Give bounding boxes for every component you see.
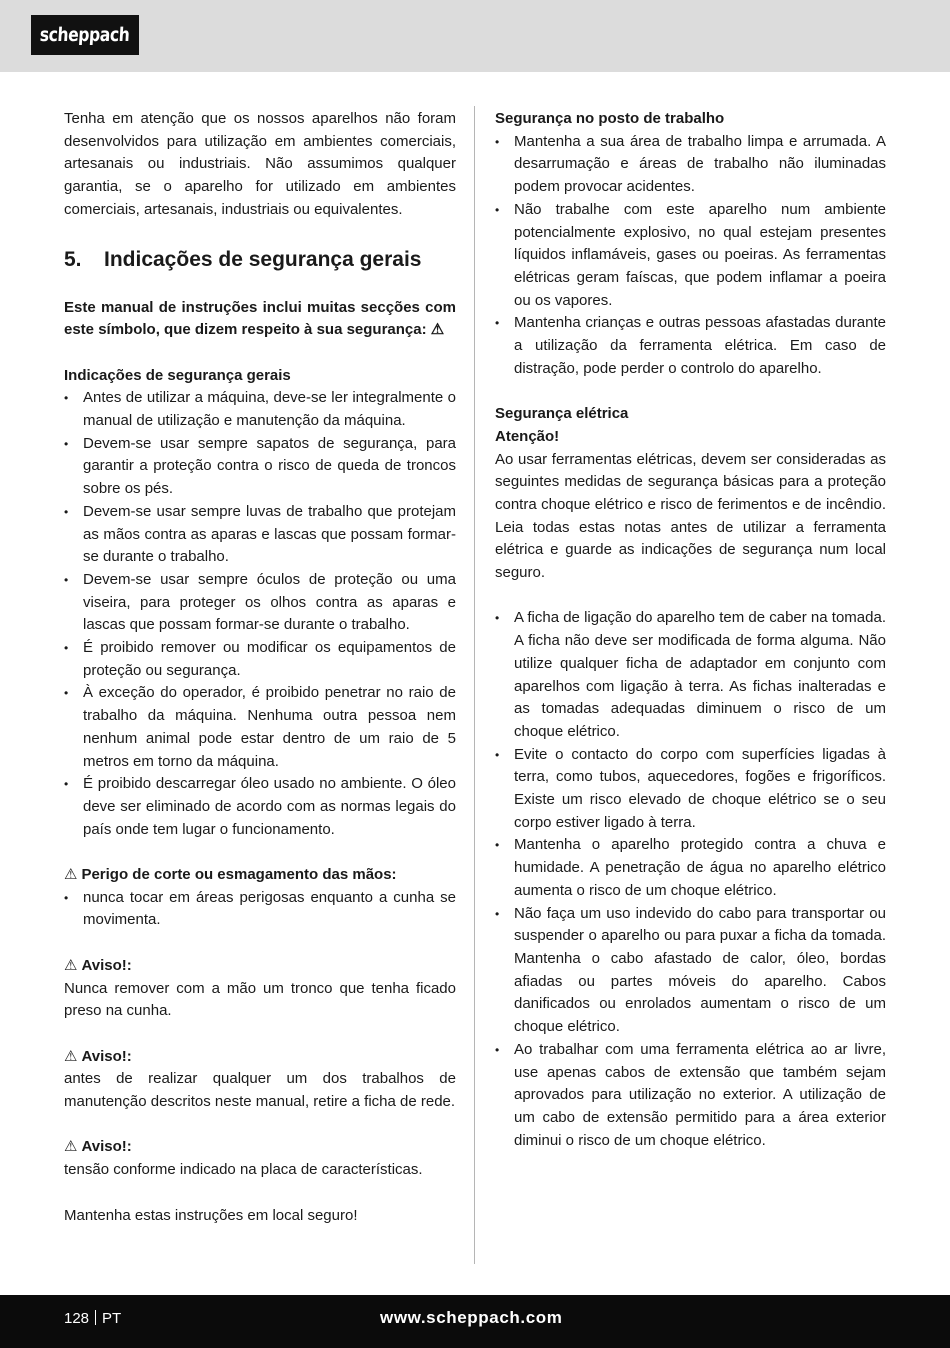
warning-icon: ⚠ bbox=[64, 1047, 78, 1065]
list-item: • É proibido descarregar óleo usado no ambiente. O óleo deve ser eliminado de acordo com as normas legais do país onde tem lugar o funcionamento. bbox=[64, 773, 456, 841]
list-item: • Devem-se usar sempre sapatos de segurança, para garantir a proteção contra o risco de queda de troncos sobre os pés. bbox=[64, 433, 456, 501]
list-item: • Não trabalhe com este aparelho num ambiente potencialmente explosivo, no qual estejam presentes líquidos inflamáveis, gases ou poeiras. As ferramentas elétricas geram faíscas, que podem inflamar a poeira ou os vapores. bbox=[495, 199, 886, 313]
manual-note: Este manual de instruções inclui muitas secções com este símbolo, que dizem respeito à sua segurança: ⚠ bbox=[64, 298, 456, 339]
website-url: www.scheppach.com bbox=[380, 1308, 563, 1327]
list-item: • É proibido remover ou modificar os equipamentos de proteção ou segurança. bbox=[64, 637, 456, 682]
list-item: • Devem-se usar sempre óculos de proteção ou uma viseira, para proteger os olhos contra as aparas e lascas que possam formar-se durante o trabalho. bbox=[64, 569, 456, 637]
danger-heading: ⚠ Perigo de corte ou esmagamento das mãos: bbox=[64, 866, 397, 884]
list-item: • Evite o contacto do corpo com superfícies ligadas à terra, como tubos, aquecedores, fogões e frigoríficos. Existe um risco elevado de choque elétrico se o seu corpo estiver ligado à terra. bbox=[495, 744, 886, 835]
list-item: • Antes de utilizar a máquina, deve-se ler integralmente o manual de utilização e manutenção da máquina. bbox=[64, 387, 456, 432]
list-item: • A ficha de ligação do aparelho tem de caber na tomada. A ficha não deve ser modificada de forma alguma. Não utilize qualquer ficha de adaptador em conjunto com aparelhos com ligação à terra. As fichas inalteradas e as tomadas adequadas diminuem o risco de um choque elétrico. bbox=[495, 607, 886, 743]
list-item: • Mantenha crianças e outras pessoas afastadas durante a utilização da ferramenta elétrica. Em caso de distração, pode perder o controlo do aparelho. bbox=[495, 312, 886, 380]
scheppach-logo: scheppach bbox=[31, 15, 139, 55]
danger-list bbox=[64, 887, 456, 932]
notice-heading: ⚠ Aviso!: bbox=[64, 1138, 132, 1156]
page-footer bbox=[0, 1295, 950, 1348]
list-item: • Devem-se usar sempre luvas de trabalho que protejam as mãos contra as aparas e lascas que possam formar-se durante o trabalho. bbox=[64, 501, 456, 569]
page-number: 128 bbox=[64, 1310, 90, 1327]
list-item: • Ao trabalhar com uma ferramenta elétrica ao ar livre, use apenas cabos de extensão que também sejam aprovados para utilização no exterior. A utilização de um cabo de extensão permitido para a área exterior diminui o risco de um choque elétrico. bbox=[495, 1039, 886, 1153]
warning-icon: ⚠ bbox=[64, 956, 78, 974]
intro-paragraph: Tenha em atenção que os nossos aparelhos não foram desenvolvidos para utilização em ambientes comerciais, artesanais ou industriais. Não assumimos qualquer garantia, se o aparelho for utilizado em ambientes comerciais, artesanais, industriais ou equivalentes. bbox=[64, 110, 456, 218]
workplace-heading: Segurança no posto de trabalho bbox=[495, 110, 725, 127]
page-number-label bbox=[64, 1310, 121, 1327]
notice-text: tensão conforme indicado na placa de características. bbox=[64, 1161, 423, 1179]
list-item: • nunca tocar em áreas perigosas enquanto a cunha se movimenta. bbox=[64, 887, 456, 932]
language-code: PT bbox=[102, 1310, 122, 1327]
general-list bbox=[64, 387, 456, 841]
notice-text: Nunca remover com a mão um tronco que tenha ficado preso na cunha. bbox=[64, 979, 456, 1020]
notice-heading: ⚠ Aviso!: bbox=[64, 1047, 132, 1065]
electrical-intro: Ao usar ferramentas elétricas, devem ser consideradas as seguintes medidas de segurança básicas para a proteção contra choque elétrico e risco de ferimentos e de incêndio. Leia todas estas notas antes de utilizar a ferramenta elétrica e guarde as indicações de segurança num local seguro. bbox=[495, 450, 886, 582]
section-title: Indicações de segurança gerais bbox=[104, 247, 422, 271]
section-heading bbox=[64, 247, 456, 273]
list-item: • Não faça um uso indevido do cabo para transportar ou suspender o aparelho ou para puxar a ficha da tomada. Mantenha o cabo afastado de calor, óleo, bordas afiadas ou partes móveis do aparelho. Cabos danificados ou enrolados aumentam o risco de um choque elétrico. bbox=[495, 903, 886, 1039]
list-item: • Mantenha a sua área de trabalho limpa e arrumada. A desarrumação e áreas de trabalho não iluminadas podem provocar acidentes. bbox=[495, 131, 886, 199]
keep-instructions-text: Mantenha estas instruções em local seguro! bbox=[64, 1206, 358, 1224]
right-column bbox=[495, 108, 886, 1152]
page-header bbox=[0, 0, 950, 72]
notice-text: antes de realizar qualquer um dos trabalhos de manutenção descritos neste manual, retire a ficha de rede. bbox=[64, 1070, 456, 1111]
list-item: • Mantenha o aparelho protegido contra a chuva e humidade. A penetração de água no aparelho elétrico aumenta o risco de um choque elétrico. bbox=[495, 834, 886, 902]
notice-heading: ⚠ Aviso!: bbox=[64, 956, 132, 974]
section-number: 5. bbox=[64, 247, 82, 271]
column-divider bbox=[474, 106, 475, 1264]
left-column bbox=[64, 108, 456, 1227]
general-heading: Indicações de segurança gerais bbox=[64, 366, 291, 384]
workplace-list bbox=[495, 131, 886, 381]
electrical-list bbox=[495, 607, 886, 1152]
attention-label: Atenção! bbox=[495, 427, 560, 445]
list-item: • À exceção do operador, é proibido penetrar no raio de trabalho da máquina. Nenhuma outra pessoa nem nenhum animal pode estar dentro de um raio de 5 metros em torno da máquina. bbox=[64, 682, 456, 773]
warning-icon: ⚠ bbox=[64, 1138, 78, 1156]
warning-icon: ⚠ bbox=[64, 866, 78, 884]
electrical-heading: Segurança elétrica bbox=[495, 405, 629, 423]
